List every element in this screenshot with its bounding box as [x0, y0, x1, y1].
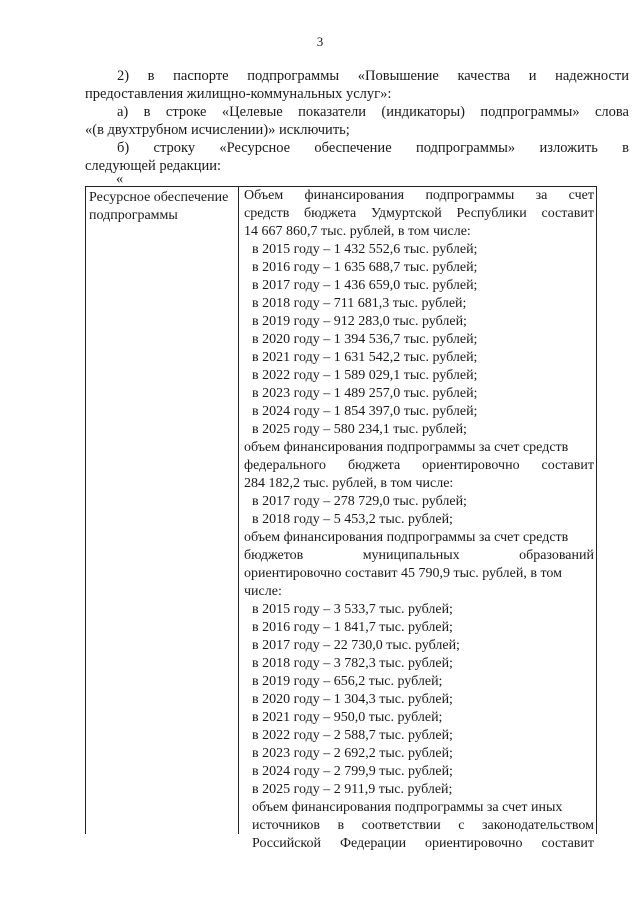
table-content-line: федерального бюджета ориентировочно составит — [244, 458, 594, 473]
table-label-line-1: Ресурсное обеспечение — [89, 190, 229, 205]
table-content-line: в 2015 году – 1 432 552,6 тыс. рублей; — [252, 242, 478, 257]
table-content-line: в 2019 году – 656,2 тыс. рублей; — [252, 674, 443, 689]
table-content-line: в 2021 году – 950,0 тыс. рублей; — [252, 710, 443, 725]
resource-table — [85, 186, 597, 851]
table-content-line: 284 182,2 тыс. рублей, в том числе: — [244, 476, 454, 491]
table-content-line: в 2025 году – 2 911,9 тыс. рублей; — [252, 782, 453, 797]
table-content-line: в 2015 году – 3 533,7 тыс. рублей; — [252, 602, 453, 617]
table-content-line: в 2025 году – 580 234,1 тыс. рублей; — [252, 422, 467, 437]
paragraph-a-line-2: «(в двухтрубном исчислении)» исключить; — [85, 122, 350, 138]
paragraph-2-line-1: 2) в паспорте подпрограммы «Повышение качества и надежности — [117, 68, 629, 84]
table-content-line: Российской Федерации ориентировочно составит — [252, 836, 594, 851]
table-content-line: в 2017 году – 278 729,0 тыс. рублей; — [252, 494, 467, 509]
table-content-line: ориентировочно составит 45 790,9 тыс. рублей, в том — [244, 566, 562, 581]
table-content-line: в 2016 году – 1 635 688,7 тыс. рублей; — [252, 260, 478, 275]
table-label-cell — [86, 187, 239, 834]
table-content-line: в 2017 году – 1 436 659,0 тыс. рублей; — [252, 278, 478, 293]
table-content-line: в 2019 году – 912 283,0 тыс. рублей; — [252, 314, 467, 329]
table-content-line: в 2023 году – 2 692,2 тыс. рублей; — [252, 746, 453, 761]
table-content-line: в 2020 году – 1 304,3 тыс. рублей; — [252, 692, 453, 707]
table-content-line: в 2022 году – 1 589 029,1 тыс. рублей; — [252, 368, 478, 383]
table-content-line: в 2024 году – 2 799,9 тыс. рублей; — [252, 764, 453, 779]
table-content-cell — [244, 187, 594, 853]
table-content-line: в 2024 году – 1 854 397,0 тыс. рублей; — [252, 404, 478, 419]
opening-quote: « — [116, 171, 124, 187]
table-content-line: в 2021 году – 1 631 542,2 тыс. рублей; — [252, 350, 478, 365]
table-content-line: в 2018 году – 3 782,3 тыс. рублей; — [252, 656, 453, 671]
table-content-line: объем финансирования подпрограммы за счет средств — [244, 440, 569, 455]
table-content-line: 14 667 860,7 тыс. рублей, в том числе: — [244, 224, 471, 239]
table-content-line: средств бюджета Удмуртской Республики составит — [244, 206, 594, 221]
table-content-line: в 2018 году – 5 453,2 тыс. рублей; — [252, 512, 453, 527]
table-label-line-2: подпрограммы — [89, 207, 178, 223]
table-content-line: Объем финансирования подпрограммы за счет — [244, 188, 594, 203]
paragraph-a-line-1: а) в строке «Целевые показатели (индикаторы) подпрограммы» слова — [117, 104, 629, 120]
table-content-line: в 2023 году – 1 489 257,0 тыс. рублей; — [252, 386, 478, 401]
page-number: 3 — [316, 34, 324, 49]
table-content-line: в 2016 году – 1 841,7 тыс. рублей; — [252, 620, 453, 635]
table-content-line: источников в соответствии с законодательством — [252, 818, 594, 833]
table-content-line: в 2017 году – 22 730,0 тыс. рублей; — [252, 638, 460, 653]
table-content-line: в 2022 году – 2 588,7 тыс. рублей; — [252, 728, 453, 743]
paragraph-2-line-2: предоставления жилищно-коммунальных услуг»: — [85, 86, 392, 102]
paragraph-b-line-1: б) строку «Ресурсное обеспечение подпрограммы» изложить в — [117, 140, 629, 156]
table-content-line: бюджетов муниципальных образований — [244, 548, 594, 563]
table-content-line: в 2020 году – 1 394 536,7 тыс. рублей; — [252, 332, 478, 347]
paragraph-b-line-2: следующей редакции: — [85, 158, 222, 174]
table-content-line: объем финансирования подпрограммы за счет средств — [244, 530, 569, 545]
table-content-line: в 2018 году – 711 681,3 тыс. рублей; — [252, 296, 467, 311]
table-content-line: числе: — [244, 584, 282, 599]
table-content-line: объем финансирования подпрограммы за счет иных — [252, 800, 563, 815]
